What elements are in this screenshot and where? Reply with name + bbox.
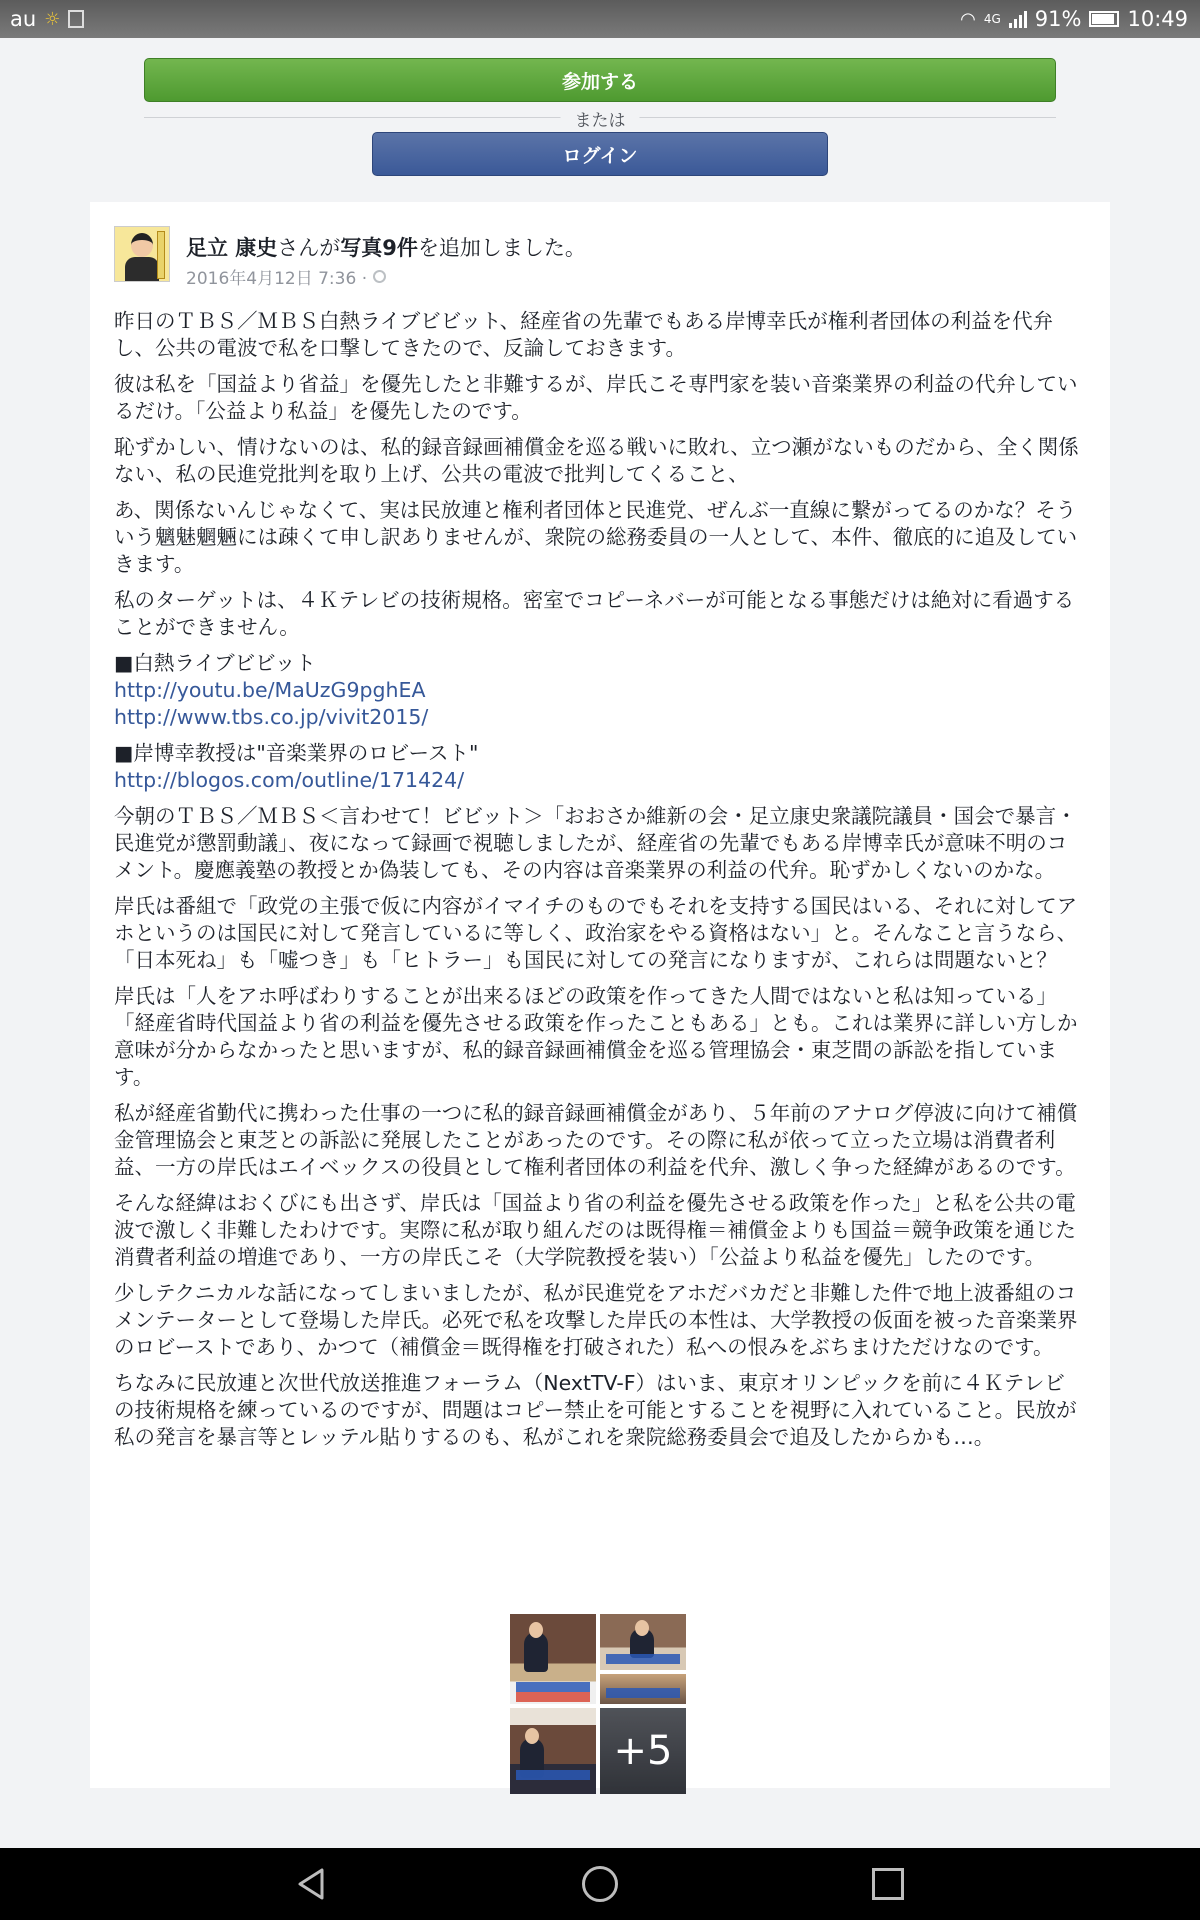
post-paragraph: あ、関係ないんじゃなくて、実は民放連と権利者団体と民進党、ぜんぶ一直線に繋がってるのかな？そういう魑魅魍魎には疎くて申し訳ありませんが、衆院の総務委員の一人として、本件、徹底的に追及していきます。 [114, 498, 1078, 576]
post-paragraph: 少しテクニカルな話になってしまいましたが、私が民進党をアホだバカだと非難した件で地上波番組のコメンテーターとして登場した岸氏。必死で私を攻撃した岸氏の本性は、大学教授の仮面を被った音楽業界のロビーストであり、かつて（補償金＝既得権を打破された）私への恨みをぶちまけただけなのです。 [114, 1281, 1078, 1359]
battery-percent: 91% [1034, 7, 1082, 31]
wifi-icon: ◠ [960, 8, 976, 30]
home-button[interactable] [578, 1862, 622, 1906]
weather-icon: ☼ [44, 8, 61, 30]
join-button[interactable]: 参加する [144, 58, 1056, 102]
post-link[interactable]: http://youtu.be/MaUzG9pghEA [114, 678, 426, 702]
post-photo[interactable] [600, 1674, 686, 1704]
post-paragraph: 岸氏は「人をアホ呼ばわりすることが出来るほどの政策を作ってきた人間ではないと私は知っている」「経産省時代国益より省の利益を優先させる政策を作ったこともある」とも。これは業界に詳しい方しか意味が分からなかったと思いますが、私的録音録画補償金を巡る管理協会・東芝間の訴訟を指しています。 [114, 984, 1078, 1089]
screenshot-icon [68, 10, 84, 28]
login-button[interactable]: ログイン [372, 132, 828, 176]
section-title: ■白熱ライブビビット [114, 651, 316, 675]
or-label: または [561, 106, 640, 131]
photos-link[interactable]: 写真9件 [340, 236, 418, 260]
photo-grid [510, 1614, 686, 1794]
post-header [186, 232, 586, 262]
author-name[interactable]: 足立 康史 [186, 236, 278, 260]
battery-icon [1089, 11, 1119, 27]
post-photo[interactable] [600, 1614, 686, 1670]
post-timestamp[interactable]: 2016年4月12日 7:36 · [186, 269, 368, 289]
post-paragraph: そんな経緯はおくびにも出さず、岸氏は「国益より省の利益を優先させる政策を作った」と私を公共の電波で激しく非難したわけです。実際に私が取り組んだのは既得権＝補償金よりも国益＝競争政策を通じた消費者利益の増進であり、一方の岸氏こそ（大学院教授を装い）「公益より私益を優先」したのです。 [114, 1191, 1076, 1269]
nav-bar [0, 1848, 1200, 1920]
avatar[interactable] [114, 226, 170, 282]
signal-icon [1009, 10, 1027, 28]
network-type: 4G [983, 12, 1001, 26]
globe-icon [373, 270, 386, 283]
home-icon [582, 1866, 618, 1902]
status-bar [0, 0, 1200, 38]
post-paragraph: 私のターゲットは、４Ｋテレビの技術規格。密室でコピーネバーが可能となる事態だけは絶対に看過することができません。 [114, 588, 1075, 639]
post-photo[interactable] [510, 1614, 596, 1704]
carrier-label: au [10, 7, 37, 31]
post-paragraph: ちなみに民放連と次世代放送推進フォーラム（NextTV-F）はいま、東京オリンピックを前に４Ｋテレビの技術規格を練っているのですが、問題はコピー禁止を可能とすることを視野に入れていること。民放が私の発言を暴言等とレッテル貼りするのも、私がこれを衆院総務委員会で追及したからかも…。 [114, 1371, 1077, 1449]
section-title: ■岸博幸教授は"音楽業界のロビースト" [114, 741, 479, 765]
recent-apps-icon [872, 1868, 904, 1900]
post-paragraph: 今朝のＴＢＳ／ＭＢＳ＜言わせて！ビビット＞「おおさか維新の会・足立康史衆議院議員・国会で暴言・民進党が懲罰動議」、夜になって録画で視聴しましたが、経産省の先輩でもある岸博幸氏が意味不明のコメント。慶應義塾の教授とか偽装しても、その内容は音楽業界の利益の代弁。恥ずかしくないのかな。 [114, 804, 1077, 882]
recent-apps-button[interactable] [866, 1862, 910, 1906]
clock: 10:49 [1127, 7, 1188, 31]
back-icon [294, 1866, 330, 1902]
action-suffix: を追加しました。 [417, 236, 586, 260]
post-paragraph: 岸氏は番組で「政党の主張で仮に内容がイマイチのものでもそれを支持する国民はいる、それに対してアホというのは国民に対して発言しているに等しく、政治家をやる資格はない」と。そんなこと言うなら、「日本死ね」も「嘘つき」も「ヒトラー」も国民に対しての発言になりますが、これらは問題ないと？ [114, 894, 1078, 972]
post-link[interactable]: http://www.tbs.co.jp/vivit2015/ [114, 705, 429, 729]
post-paragraph: 恥ずかしい、情けないのは、私的録音録画補償金を巡る戦いに敗れ、立つ瀬がないものだから、全く関係ない、私の民進党批判を取り上げ、公共の電波で批判してくること、 [114, 435, 1079, 486]
more-photos-tile[interactable] [600, 1708, 686, 1794]
post-timestamp-row [186, 264, 386, 289]
post-paragraph: 昨日のＴＢＳ／ＭＢＳ白熱ライブビビット、経産省の先輩でもある岸博幸氏が権利者団体の利益を代弁し、公共の電波で私を口撃してきたので、反論しておきます。 [114, 309, 1054, 360]
post-body [114, 308, 1080, 1460]
post-card [90, 202, 1110, 1788]
post-paragraph: 彼は私を「国益より省益」を優先したと非難するが、岸氏こそ専門家を装い音楽業界の利益の代弁しているだけ。「公益より私益」を優先したのです。 [114, 372, 1078, 423]
post-link[interactable]: http://blogos.com/outline/171424/ [114, 768, 465, 792]
post-paragraph: 私が経産省勤代に携わった仕事の一つに私的録音録画補償金があり、５年前のアナログ停波に向けて補償金管理協会と東芝との訴訟に発展したことがあったのです。その際に私が依って立った立場は消費者利益、一方の岸氏はエイベックスの役員として権利者団体の利益を代弁、激しく争った経緯があるのです。 [114, 1101, 1078, 1179]
or-divider [144, 106, 1056, 131]
more-photos-count: +5 [600, 1708, 686, 1794]
action-middle: さんが [277, 236, 341, 260]
post-photo[interactable] [510, 1708, 596, 1794]
back-button[interactable] [290, 1862, 334, 1906]
